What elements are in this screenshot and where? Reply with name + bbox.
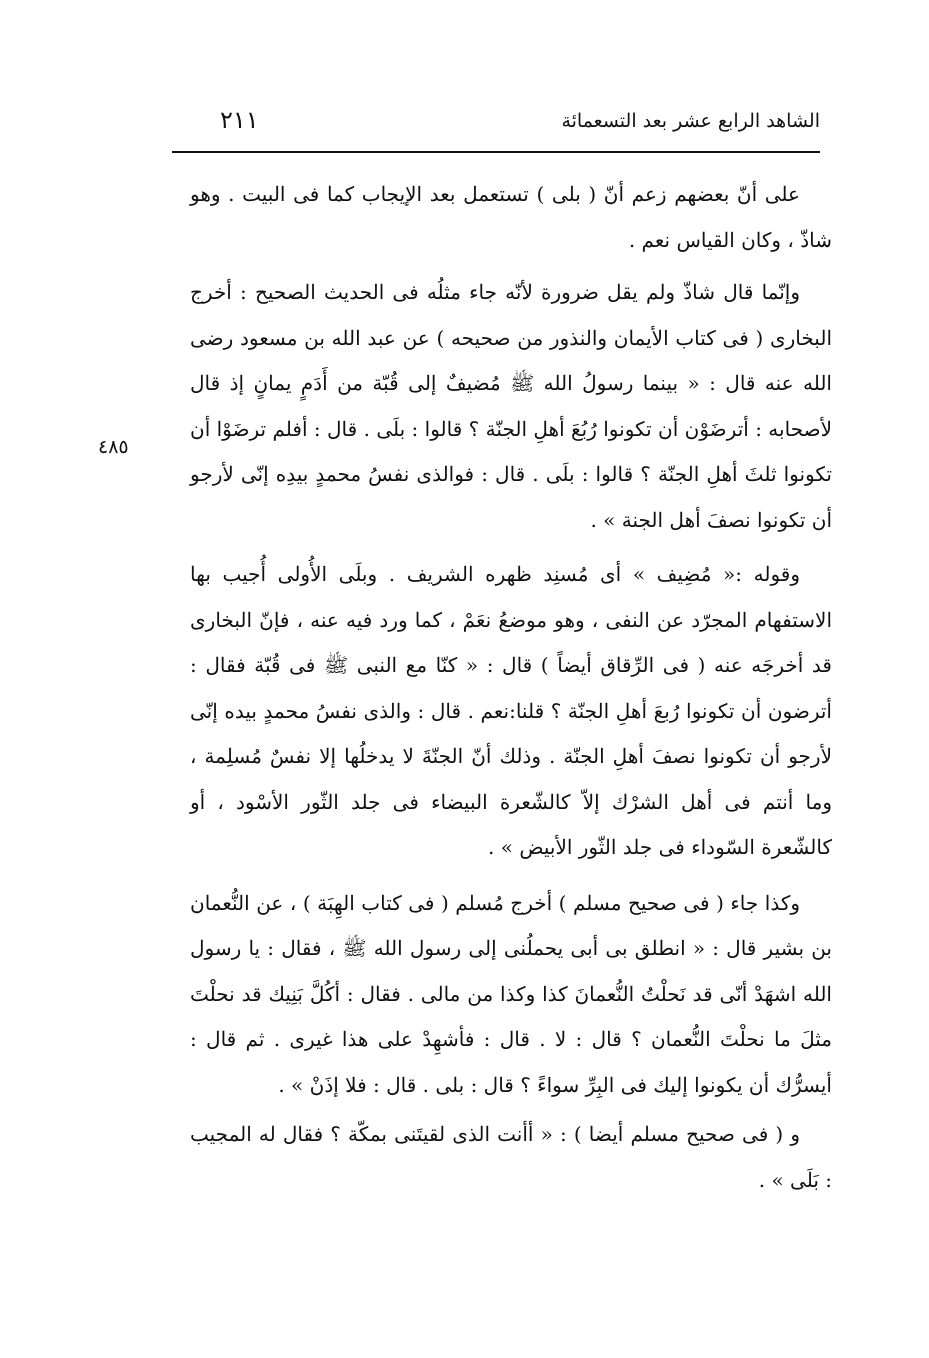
page-number: ٢١١ bbox=[220, 106, 259, 134]
paragraph-4 bbox=[190, 881, 832, 1109]
body-text bbox=[190, 172, 832, 1211]
paragraph-text: و ( فى صحيح مسلم أيضا ) : « أأنت الذى لقيتَنى بمكّة ؟ فقال له المجيب : بَلَى » . bbox=[190, 1122, 832, 1192]
running-title: الشاهد الرابع عشر بعد التسعمائة bbox=[561, 110, 820, 132]
paragraph-5 bbox=[190, 1112, 832, 1203]
paragraph-1 bbox=[190, 172, 832, 263]
paragraph-text: وكذا جاء ( فى صحيح مسلم ) أخرج مُسلم ( فى كتاب الهِبَة ) ، عن النُّعمان بن بشير قال : « انطلق بى أبى يحملُنى إلى رسول الله ﷺ ، فقال : يا رسول الله اشهَدْ أنّى قد نَحلْتُ النُّعمانَ كذا وكذا من مالى . فقال : أكُلَّ بَنِيك قد نحلْتَ مثلَ ما نحلْتَ النُّعمان ؟ قال : لا . قال : فأشهِدْ على هذا غيرى . ثم قال : أيسرُّك أن يكونوا إليك فى البِرِّ سواءً ؟ قال : بلى . قال : فلا إذَنْ » . bbox=[190, 890, 832, 1097]
margin-reference-number: ٤٨٥ bbox=[98, 436, 129, 458]
paragraph-3 bbox=[190, 552, 832, 871]
paragraph-text: على أنّ بعضهم زعم أنّ ( بلى ) تستعمل بعد الإيجاب كما فى البيت . وهو شاذّ ، وكان القياس نعم . bbox=[190, 182, 832, 252]
paragraph-text: وإنّما قال شاذّ ولم يقل ضرورة لأنّه جاء مثلُه فى الحديث الصحيح : أخرج البخارى ( فى كتاب الأيمان والنذور من صحيحه ) عن عبد الله بن مسعود رضى الله عنه قال : « بينما رسولُ الله ﷺ مُضيفٌ إلى قُبّة من أَدَمٍ يمانٍ إذ قال لأصحابه : أترضَوْن أن تكونوا رُبُعَ أهلِ الجنّة ؟ قالوا : بلَى . قال : أفلم ترضَوْا أن تكونوا ثلثَ أهلِ الجنّة ؟ قالوا : بلَى . قال : فوالذى نفسُ محمدٍ بيدِه إنّى لأرجو أن تكونوا نصفَ أهل الجنة » . bbox=[190, 280, 832, 532]
header-rule bbox=[172, 151, 820, 153]
paragraph-2 bbox=[190, 270, 832, 543]
running-header bbox=[172, 104, 820, 144]
paragraph-text: وقوله :« مُضِيف » أى مُسنِد ظهره الشريف . وبلَى الأُولى أُجيب بها الاستفهام المجرّد عن النفى ، وهو موضعُ نعَمْ ، كما ورد فيه عنه ، فإنّ البخارى قد أخرجَه عنه ( فى الرِّقاق أيضاً ) قال : « كنّا مع النبى ﷺ فى قُبّة فقال : أترضون أن تكونوا رُبعَ أهلِ الجنّة ؟ قلنا:نعم . قال : والذى نفسُ محمدٍ بيده إنّى لأرجو أن تكونوا نصفَ أهلِ الجنّة . وذلك أنّ الجنّةَ لا يدخلُها إلا نفسٌ مُسلِمة ، وما أنتم فى أهل الشرْك إلاّ كالشّعرة البيضاء فى جلد الثّور الأسْود ، أو كالشّعرة السّوداء فى جلد الثّور الأبيض » . bbox=[190, 562, 833, 859]
